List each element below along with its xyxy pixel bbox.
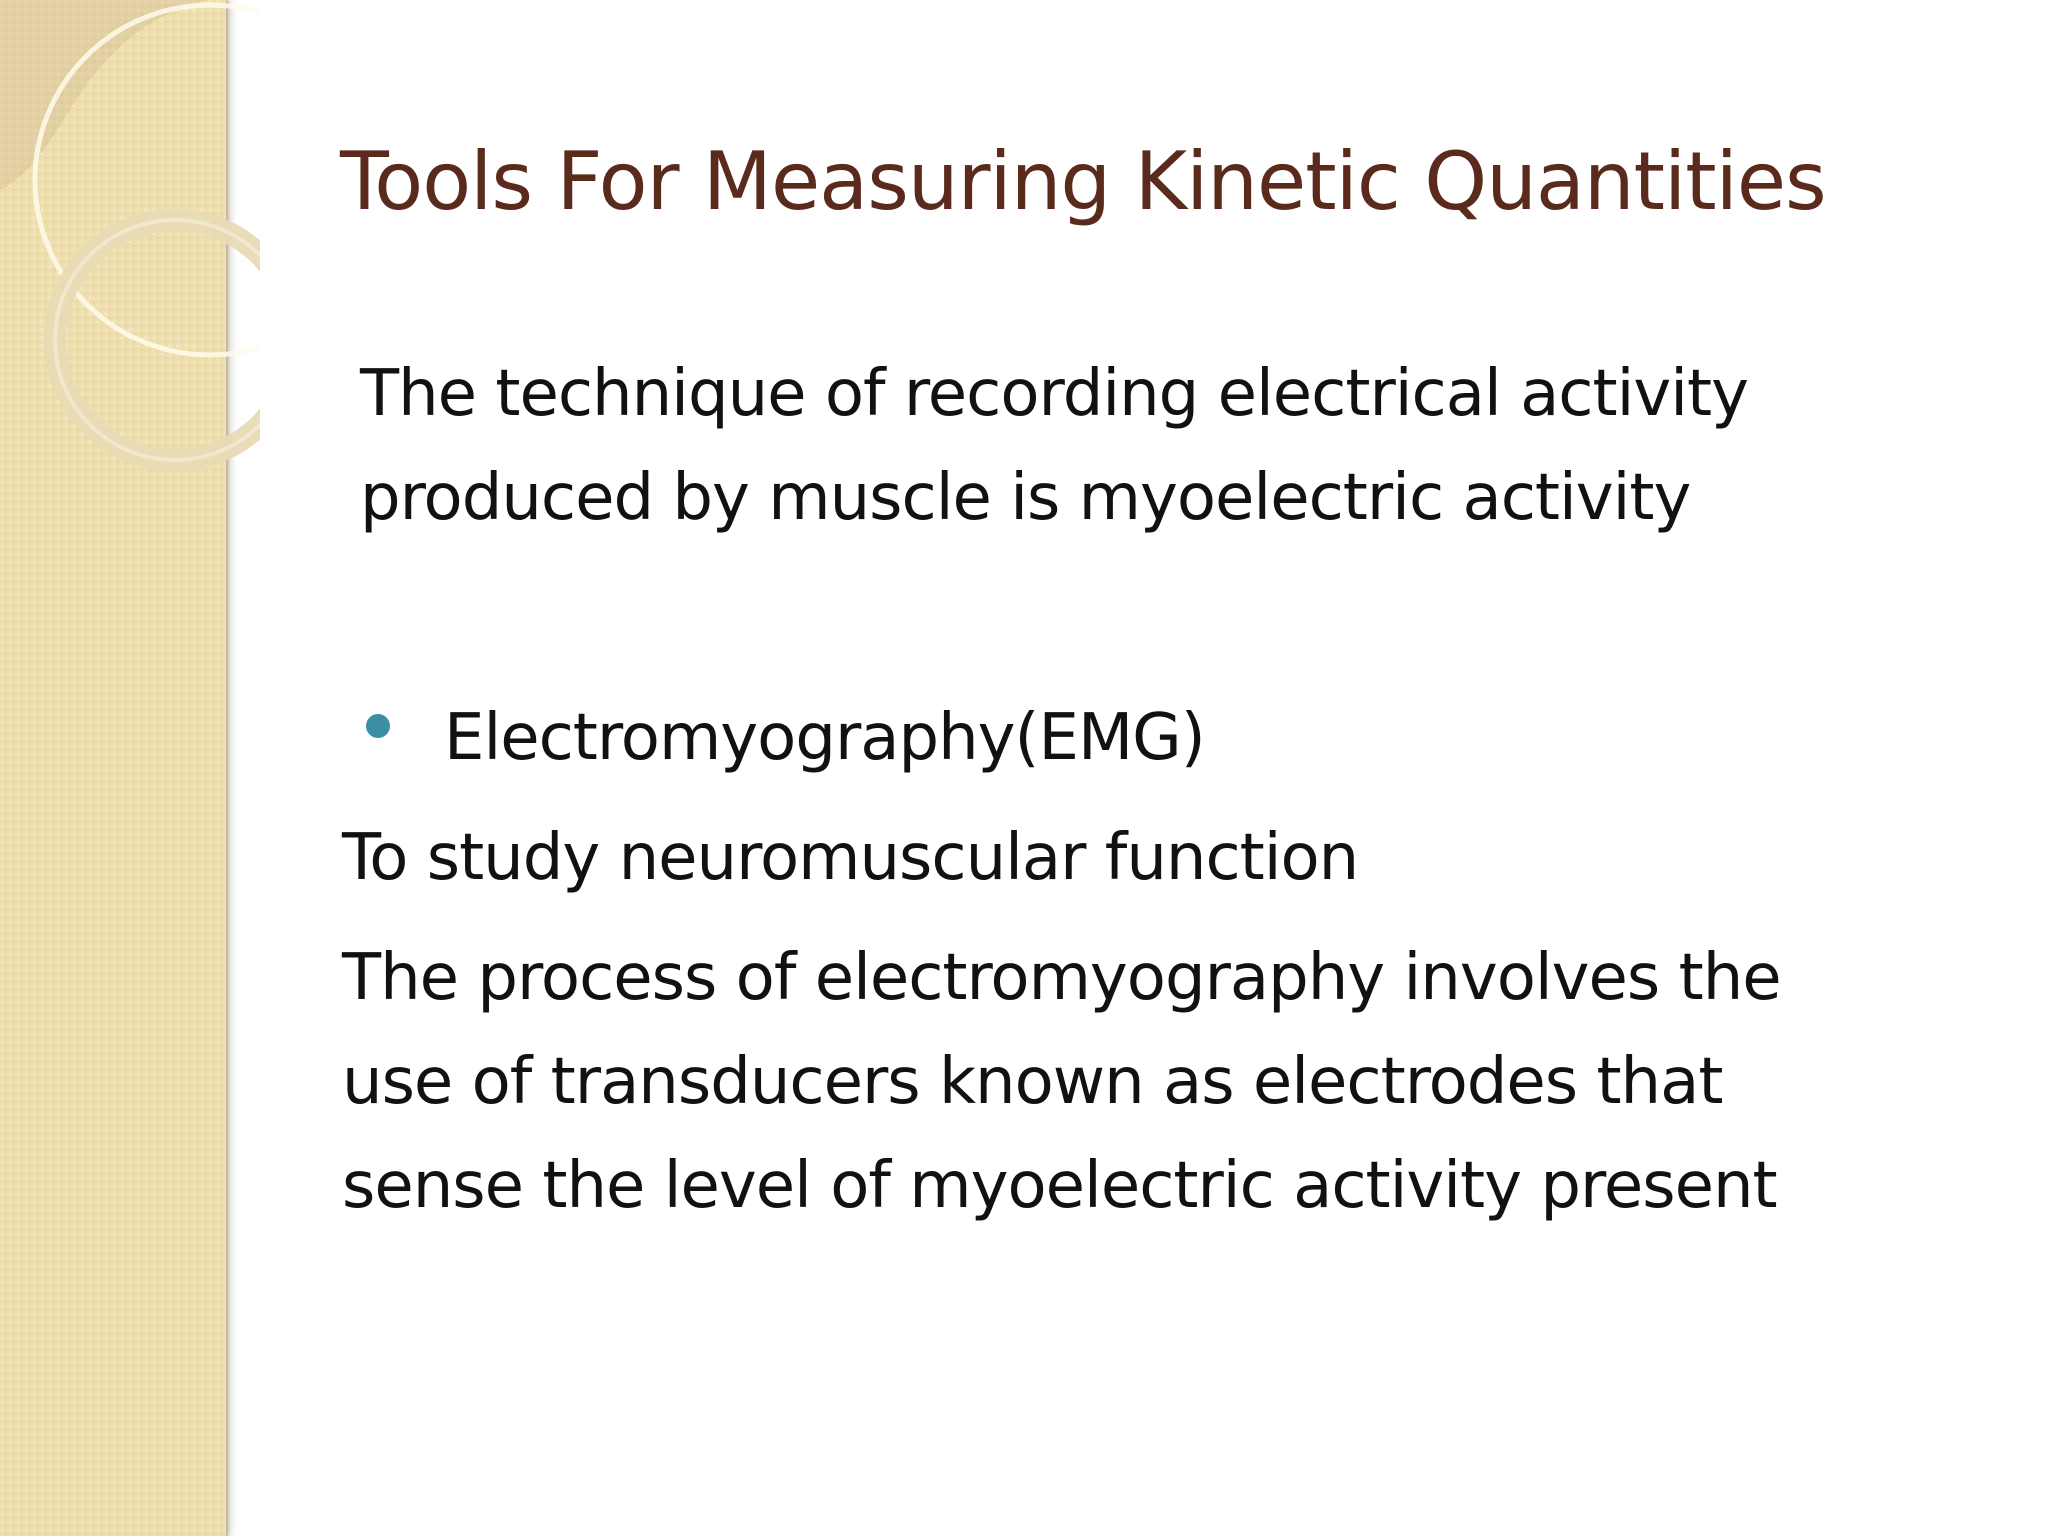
process-line: use of transducers known as electrodes that xyxy=(342,1045,1723,1119)
intro-line: produced by muscle is myoelectric activity xyxy=(360,461,1691,535)
purpose-text: To study neuromuscular function xyxy=(342,821,1359,895)
process-line: sense the level of myoelectric activity present xyxy=(342,1149,1777,1223)
process-line: The process of electromyography involves the xyxy=(342,941,1781,1015)
bullet-dot-icon xyxy=(366,714,390,738)
ring-decoration-icon xyxy=(0,0,260,520)
slide-title: Tools For Measuring Kinetic Quantities xyxy=(340,135,1826,228)
bullet-item-emg: Electromyography(EMG) xyxy=(444,701,1205,775)
intro-paragraph xyxy=(360,342,1748,550)
intro-line: The technique of recording electrical activity xyxy=(360,357,1748,431)
process-paragraph xyxy=(342,926,1781,1238)
